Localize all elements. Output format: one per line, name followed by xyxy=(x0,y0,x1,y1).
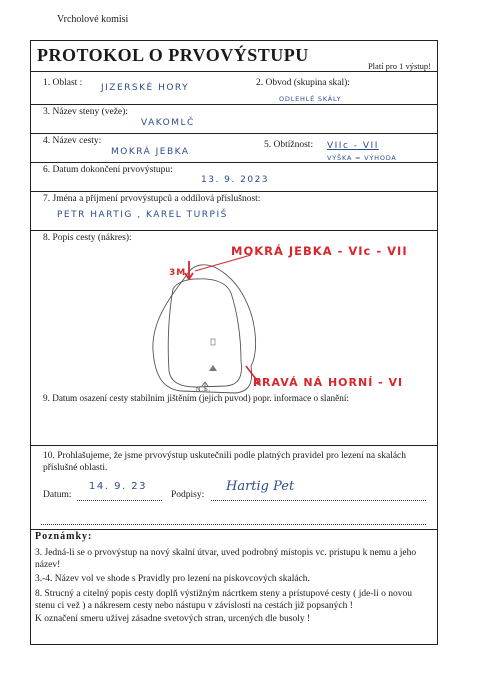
names-label: 7. Jména a příjmení prvovýstupců a oddílová příslušnost: xyxy=(43,194,261,204)
wall-label: 3. Název steny (veže): xyxy=(43,107,128,117)
divider xyxy=(31,162,437,163)
notes-title: Poznámky: xyxy=(35,531,93,542)
date-label: 6. Datum dokončení prvovýstupu: xyxy=(43,165,173,175)
marker-ns: N.S. xyxy=(196,386,212,393)
signatures-label: Podpisy: xyxy=(171,490,205,500)
divider xyxy=(31,104,437,105)
note-item: 3. Jedná-li se o prvovýstup na nový skalní útvar, uved podrobný místopis vc. prístupu k nemu a jeho název! xyxy=(35,548,417,570)
note-item: 3.-4. Název vol ve shode s Pravidly pro lezení na pískovcových skalách. xyxy=(35,574,310,584)
names-value: PETR HARTIG , KAREL TURPIŠ xyxy=(57,210,228,220)
route2-label: PRAVÁ NÁ HORNÍ - VI xyxy=(253,376,404,389)
signature-line xyxy=(211,500,426,501)
validity-note: Platí pro 1 výstup! xyxy=(367,61,431,71)
note-item: K označení smeru užívej zásadne svetových stran, urcených dle busoly ! xyxy=(35,614,311,624)
note-item: 8. Strucný a citelný popis cesty doplň výstižným nácrtkem steny a prístupové cesty ( jde-li o novou stenu ci vež ) a nákresem cesty nebo nástupu v závislosti na cestách již popsaných ! xyxy=(35,589,413,611)
wall-value: VAKOMLČ xyxy=(141,118,195,128)
divider xyxy=(31,230,437,231)
description-label: 8. Popis cesty (nákres): xyxy=(43,233,132,243)
marker-3m: 3M xyxy=(169,268,187,278)
protocol-form xyxy=(30,40,438,645)
divider xyxy=(31,529,437,530)
declaration-date-label: Datum: xyxy=(43,490,72,500)
start-marker-icon xyxy=(209,365,217,371)
district-label: 2. Obvod (skupina skal): xyxy=(256,78,350,88)
extra-line xyxy=(41,524,426,525)
grade-value: VIIc - VII xyxy=(327,141,379,151)
declaration-date-value: 14. 9. 23 xyxy=(89,481,148,492)
divider xyxy=(31,133,437,134)
divider xyxy=(31,191,437,192)
route1-label: MOKRÁ JEBKA - VIc - VII xyxy=(231,244,408,258)
divider xyxy=(31,71,437,72)
form-title: PROTOKOL O PRVOVÝSTUPU xyxy=(37,45,309,65)
signature: Hartig Pet xyxy=(226,479,295,494)
district-value: ODLEHLÉ SKÁLY xyxy=(279,95,342,103)
date-line xyxy=(77,500,162,501)
block-marker-icon xyxy=(211,339,215,345)
rock-block xyxy=(168,279,241,387)
grade-label: 5. Obtížnost: xyxy=(264,140,314,150)
route-value: MOKRÁ JEBKA xyxy=(111,147,190,157)
protection-label: 9. Datum osazení cesty stabilním jištěním (jejich puvod) popr. informace o slanění: xyxy=(43,393,349,403)
date-value: 13. 9. 2023 xyxy=(201,175,270,185)
organization-label: Vrcholové komisi xyxy=(57,14,129,25)
grade-note: VÝŠKA = VÝHODA xyxy=(327,154,397,162)
divider xyxy=(31,445,437,446)
route-label: 4. Název cesty: xyxy=(43,136,102,146)
area-value: JIZERSKÉ HORY xyxy=(101,83,190,93)
area-label: 1. Oblast : xyxy=(43,78,83,88)
declaration-text: 10. Prohlašujeme, že jsme prvovýstup uskutečnili podle platných pravidel pro lezení na skalách příslušné oblasti. xyxy=(43,451,407,473)
